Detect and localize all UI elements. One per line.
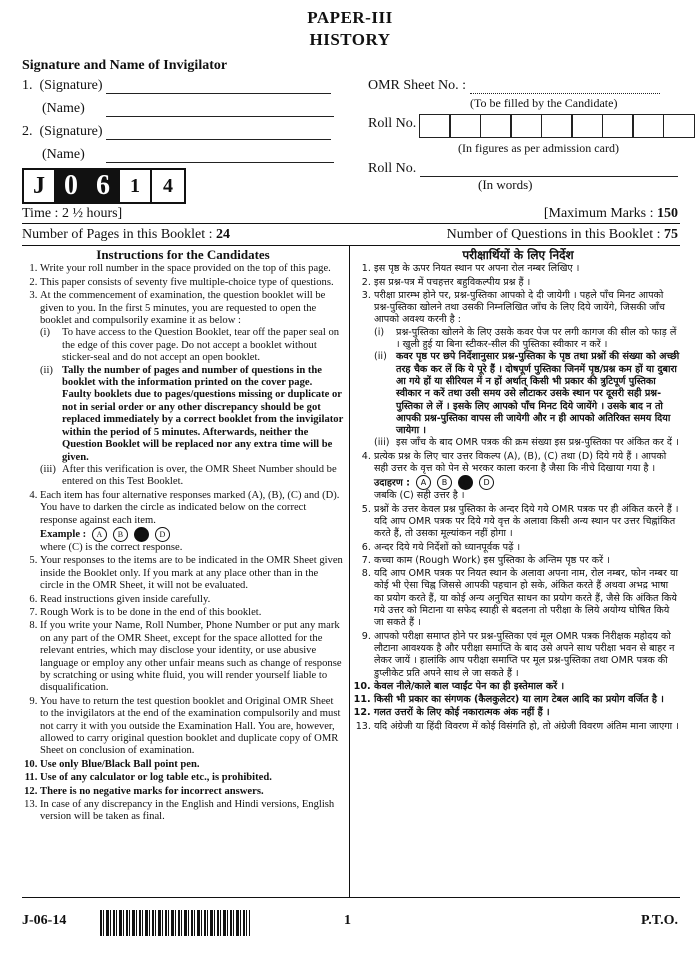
english-instructions (22, 249, 344, 825)
roll-digit-box[interactable] (571, 114, 603, 138)
instruction-item: 1. Write your roll number in the space provided on the top of this page. (40, 263, 344, 275)
hindi-instructions (356, 249, 680, 734)
roll-digit-box[interactable] (480, 114, 512, 138)
instruction-item: 4. प्रत्येक प्रश्न के लिए चार उत्तर विकल्प (A), (B), (C) तथा (D) दिये गये हैं । आपको सही उत्तर के वृत्त को पेन से भरकर काला करना है जैसा कि नीचे दिखाया गया है । उदाहरण : A B C D जबकि (C) सही उत्तर है । (374, 451, 680, 503)
roll-figures-note: (In figures as per admission card) (458, 141, 619, 155)
bubble-b-icon: B (437, 475, 452, 490)
roll-digit-box[interactable] (663, 114, 695, 138)
instruction-item: 5. Your responses to the items are to be indicated in the OMR Sheet given inside the Booklet only. If you mark at any place other than in the circle in the OMR Sheet, it will not be evaluated. (40, 555, 344, 592)
max-marks: [Maximum Marks : 150 (543, 206, 678, 221)
instruction-item: 7. Rough Work is to be done in the end of this booklet. (40, 607, 344, 619)
roll-digit-box[interactable] (449, 114, 481, 138)
name-line[interactable] (106, 162, 334, 163)
bubble-a-icon: A (92, 527, 107, 542)
instruction-item: 9. You have to return the test question booklet and Original OMR Sheet to the invigilators at the end of the examination compulsorily and must not carry it with you outside the Examination Hall. You are, however, allowed to carry original question booklet and duplicate copy of OMR Sheet on conclusion of examination. (40, 696, 344, 758)
roll-digit-box[interactable] (541, 114, 573, 138)
instruction-item: 11. Use of any calculator or log table etc., is prohibited. (40, 772, 344, 784)
instruction-item: 7. कच्चा काम (Rough Work) इस पुस्तिका के अन्तिम पृष्ठ पर करें । (374, 555, 680, 567)
instruction-item: 12. गलत उत्तरों के लिए कोई नकारात्मक अंक नहीं हैं । (374, 707, 680, 719)
instruction-item: 10. केवल नीले/काले बाल प्वाईंट पेन का ही इस्तेमाल करें । (374, 681, 680, 693)
hindi-title: परीक्षार्थियों के लिए निर्देश (462, 248, 574, 262)
instruction-item: 6. Read instructions given inside carefully. (40, 594, 344, 606)
instruction-item: 5. प्रश्नों के उत्तर केवल प्रश्न पुस्तिका के अन्दर दिये गये OMR पत्रक पर ही अंकित करने हैं । यदि आप OMR पत्रक पर दिये गये वृत्त के अलावा किसी अन्य स्थान पर उत्तर चिह्नांकित करते हैं, तो उसका मूल्यांकन नहीं होगा । (374, 504, 680, 541)
subject-title: HISTORY (309, 30, 391, 49)
roll-digit-box[interactable] (632, 114, 664, 138)
instruction-item: 10. Use only Blue/Black Ball point pen. (40, 759, 344, 771)
code-char: 0 (56, 170, 88, 202)
instruction-item: 2. This paper consists of seventy five multiple-choice type of questions. (40, 277, 344, 289)
instruction-item: 3. परीक्षा प्रारम्भ होने पर, प्रश्न-पुस्तिका आपको दे दी जायेगी । पहले पाँच मिनट आपको प्रश्न-पुस्तिका खोलने तथा उसकी निम्नलिखित जाँच के लिए दिये जायेंगे, जिसकी जाँच आपको अवश्य करनी है : (i) प्रश्न-पुस्तिका खोलने के लिए उसके कवर पेज पर लगी कागज की सील को फाड़ लें । खुली हुई या बिना स्टीकर-सील की पुस्तिका स्वीकार न करें । (ii) कवर पृष्ठ पर छपे निर्देशानुसार प्रश्न-पुस्तिका के पृष्ठ तथा प्रश्नों की संख्या को अच्छी तरह चैक कर लें कि ये पूरे हैं । दोषपूर्ण पुस्तिका जिनमें पृष्ठ/प्रश्न कम हों या दुबारा आ गये हों या सीरियल में न हों अर्थात् किसी भी प्रकार की त्रुटिपूर्ण पुस्तिका स्वीकार न करें तथा उसी समय उसे लौटाकर उसके स्थान पर दूसरी सही प्रश्न-पुस्तिका ले लें । इसके लिए आपको पाँच मिनट दिये जायेंगे । उसके बाद न तो आपकी प्रश्न-पुस्तिका वापस ली जायेगी और न ही आपको अतिरिक्त समय दिया जायेगा । (iii) इस जाँच के बाद OMR पत्रक की क्रम संख्या इस प्रश्न-पुस्तिका पर अंकित कर दें । (374, 290, 680, 450)
invigilator-2-name: (Name) (42, 147, 334, 163)
english-title: Instructions for the Candidates (96, 247, 270, 262)
booklet-code (22, 168, 186, 204)
sub-instruction: प्रश्न-पुस्तिका खोलने के लिए उसके कवर पेज पर लगी कागज की सील को फाड़ लें । खुली हुई या बिना स्टीकर-सील की पुस्तिका स्वीकार न करें । (396, 326, 677, 351)
instruction-item: 1. इस पृष्ठ के ऊपर नियत स्थान पर अपना रोल नम्बर लिखिए । (374, 263, 680, 275)
roll-words-field: Roll No. (368, 161, 678, 177)
bubble-filled-icon: C (458, 475, 473, 490)
sub-instruction: After this verification is over, the OMR Sheet Number should be entered on this Test Booklet. (62, 463, 337, 488)
questions-count: Number of Questions in this Booklet : 75 (446, 227, 678, 242)
instruction-item: 13. In case of any discrepancy in the English and Hindi versions, English version will be taken as final. (40, 799, 344, 824)
code-char: 1 (120, 170, 152, 202)
instruction-item: 3. At the commencement of examination, the question booklet will be given to you. In the first 5 minutes, you are requested to open the booklet and compulsorily examine it as below : (i) To have access to the Question Booklet, tear off the paper seal on the edge of this cover page. Do not accept a booklet without sticker-seal and do not accept an open booklet. (ii) Tally the number of pages and number of questions in the booklet with the information printed on the cover page. Faulty booklets due to pages/questions missing or duplicate or not in serial order or any other discrepancy should be got replaced immediately by a correct booklet from the invigilator within the period of 5 minutes. Afterwards, neither the Question Booklet will be replaced nor any extra time will be given. (iii) After this verification is over, the OMR Sheet Number should be entered on this Test Booklet. (40, 290, 344, 489)
instruction-item: 9. आपको परीक्षा समाप्त होने पर प्रश्न-पुस्तिका एवं मूल OMR पत्रक निरीक्षक महोदय को लौटाना आवश्यक है और परीक्षा समाप्ति के बाद उसे अपने साथ परीक्षा भवन से बाहर न लेकर जायें । हालांकि आप परीक्षा समाप्ति पर मूल प्रश्न-पुस्तिका तथा OMR पत्रक की डुप्लीकेट प्रति अपने साथ ले जा सकते हैं । (374, 631, 680, 680)
roll-number-label: Roll No. (368, 116, 417, 131)
invigilator-1-signature: 1. (Signature) (22, 78, 331, 94)
pages-count: Number of Pages in this Booklet : 24 (22, 227, 231, 242)
name-line[interactable] (106, 116, 334, 117)
footer-code: J-06-14 (22, 913, 67, 928)
code-char: 4 (163, 174, 173, 197)
roll-number-boxes[interactable] (420, 114, 695, 138)
sub-instruction: इस जाँच के बाद OMR पत्रक की क्रम संख्या इस प्रश्न-पुस्तिका पर अंकित कर दें । (396, 437, 679, 449)
invigilator-2-signature: 2. (Signature) (22, 124, 331, 140)
omr-number-input[interactable] (470, 93, 660, 94)
instruction-item: 6. अन्दर दिये गये निर्देशों को ध्यानपूर्वक पढ़ें । (374, 542, 680, 554)
roll-digit-box[interactable] (510, 114, 542, 138)
invigilator-1-name: (Name) (42, 101, 334, 117)
instruction-item: 8. If you write your Name, Roll Number, Phone Number or put any mark on any part of the OMR Sheet, except for the space allotted for the relevant entries, which may disclose your identity, or use abusive language or employ any other unfair means such as change of response by scratching or using white fluid, you will render yourself liable to disqualification. (40, 620, 344, 694)
instruction-item: 11. किसी भी प्रकार का संगणक (कैलकुलेटर) या लाग टेबल आदि का प्रयोग वर्जित है । (374, 694, 680, 706)
omr-sheet-field: OMR Sheet No. : (368, 78, 660, 94)
roll-digit-box[interactable] (602, 114, 634, 138)
bubble-b-icon: B (113, 527, 128, 542)
roll-words-note: (In words) (478, 177, 533, 192)
instruction-item: 4. Each item has four alternative responses marked (A), (B), (C) and (D). You have to darken the circle as indicated below on the correct response against each item. Example : A B C D where (C) is the correct response. (40, 490, 344, 555)
code-char: J (24, 170, 56, 202)
page-number: 1 (344, 913, 351, 928)
roll-digit-box[interactable] (419, 114, 451, 138)
instruction-item: 2. इस प्रश्न-पत्र में पचहत्तर बहुविकल्पीय प्रश्न हैं । (374, 277, 680, 289)
example-row: Example : A B C D (40, 527, 344, 542)
paper-number: PAPER-III (307, 8, 393, 27)
roll-words-input[interactable] (420, 176, 678, 177)
bubble-d-icon: D (155, 527, 170, 542)
bubble-d-icon: D (479, 475, 494, 490)
code-char: 6 (88, 170, 120, 202)
instruction-item: 12. There is no negative marks for incorrect answers. (40, 786, 344, 798)
sub-instruction: Tally the number of pages and number of questions in the booklet with the information printed on the cover page. Faulty booklets due to pages/questions missing or duplicate or not in serial order or any other discrepancy should be got replaced immediately by a correct booklet from the invigilator within the period of 5 minutes. Afterwards, neither the Question Booklet will be replaced nor any extra time will be given. (62, 364, 344, 463)
signature-line[interactable] (106, 93, 331, 94)
signature-line[interactable] (106, 139, 331, 140)
example-note: जबकि (C) सही उत्तर है । (374, 490, 465, 502)
invigilator-heading: Signature and Name of Invigilator (22, 58, 228, 73)
sub-instruction: कवर पृष्ठ पर छपे निर्देशानुसार प्रश्न-पुस्तिका के पृष्ठ तथा प्रश्नों की संख्या को अच्छी तरह चैक कर लें कि ये पूरे हैं । दोषपूर्ण पुस्तिका जिनमें पृष्ठ/प्रश्न कम हों या दुबारा आ गये हों या सीरियल में न हों अर्थात् किसी भी प्रकार की त्रुटिपूर्ण पुस्तिका स्वीकार न करें तथा उसी समय उसे लौटाकर उसके स्थान पर दूसरी सही प्रश्न-पुस्तिका ले लें । इसके लिए आपको पाँच मिनट दिये जायेंगे । उसके बाद न तो आपकी प्रश्न-पुस्तिका वापस ली जायेगी और न ही आपको अतिरिक्त समय दिया जायेगा । (396, 351, 680, 437)
example-row: उदाहरण : A B C D (374, 475, 680, 490)
example-note: where (C) is the correct response. (40, 541, 183, 553)
bubble-filled-icon: C (134, 527, 149, 542)
instruction-item: 13. यदि अंग्रेजी या हिंदी विवरण में कोई विसंगति हो, तो अंग्रेजी विवरण अंतिम माना जाएगा । (374, 721, 680, 733)
bubble-a-icon: A (416, 475, 431, 490)
sub-instruction: To have access to the Question Booklet, tear off the paper seal on the edge of this cover page. Do not accept a booklet without sticker-seal and do not accept an open booklet. (62, 327, 340, 364)
barcode (100, 910, 250, 936)
instruction-item: 8. यदि आप OMR पत्रक पर नियत स्थान के अलावा अपना नाम, रोल नम्बर, फोन नम्बर या कोई भी ऐसा चिह्न जिससे आपकी पहचान हो सके, अंकित करते हैं अथवा अभद्र भाषा का प्रयोग करते हैं, या कोई अन्य अनुचित साधन का प्रयोग करते हैं, जैसे कि अंकित किये गये उत्तर को मिटाना या सफेद स्याही से बदलना तो परीक्षा के लिये अयोग्य घोषित किये जा सकते हैं । (374, 568, 680, 629)
time-label: Time : 2 ½ hours] (22, 206, 123, 221)
pto-label: P.T.O. (641, 913, 678, 928)
omr-note: (To be filled by the Candidate) (470, 96, 618, 110)
